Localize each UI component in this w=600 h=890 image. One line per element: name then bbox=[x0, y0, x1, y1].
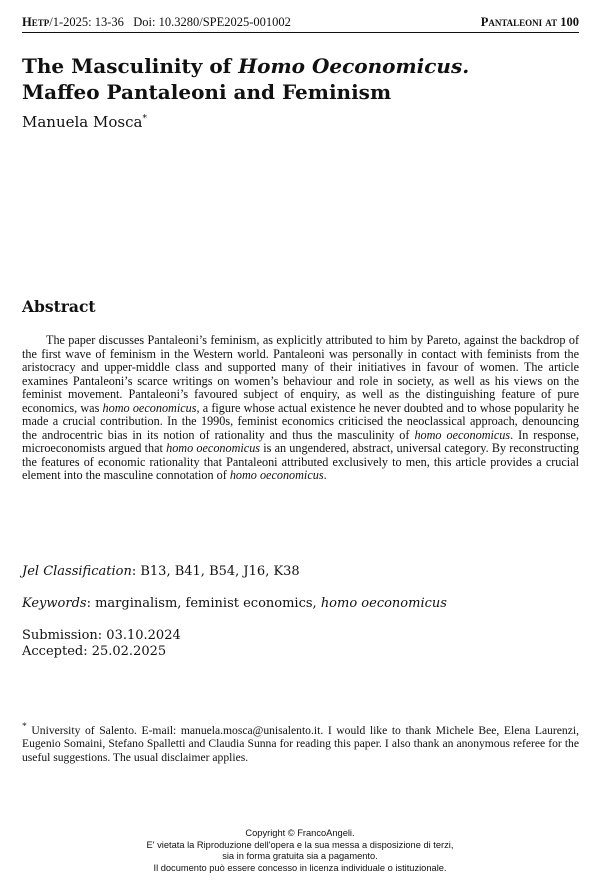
footnote bbox=[22, 720, 579, 764]
accepted-date: Accepted: 25.02.2025 bbox=[22, 644, 167, 659]
copyright-notice bbox=[0, 828, 600, 874]
abstract-heading: Abstract bbox=[22, 297, 96, 316]
abstract-part: The paper discusses Pantaleoni’s feminism, as explicitly attributed to him by Pareto, against the backdrop of the first wave of feminism in the Western world. Pantaleoni was personally in contact with feminists from the aristocracy and upper-middle class and supported many of their initiatives in favour of women. The article examines Pantaleoni’s scarce writings on women’s behaviour and role in society, as well as his views on the feminist movement. Pantaleoni’s favoured subject of enquiry, as well as the distinguishing feature of pure economics, was bbox=[22, 333, 579, 415]
keywords-italic: homo oeconomicus bbox=[320, 596, 447, 611]
title-prefix: The Masculinity of bbox=[22, 54, 239, 78]
abstract-italic: homo oeconomicus bbox=[166, 441, 261, 455]
copyright-line: Copyright © FrancoAngeli. bbox=[245, 828, 355, 838]
doi[interactable]: Doi: 10.3280/SPE2025-001002 bbox=[133, 15, 291, 29]
abstract-text bbox=[22, 334, 579, 483]
paper-title bbox=[22, 53, 582, 105]
title-line-2: Maffeo Pantaleoni and Feminism bbox=[22, 80, 392, 104]
running-header bbox=[22, 14, 579, 33]
jel-label: Jel Classification bbox=[22, 564, 132, 579]
copyright-line: E' vietata la Riproduzione dell'opera e la sua messa a disposizione di terzi, bbox=[146, 839, 454, 850]
abstract-part: . In response, microeconomists argued that bbox=[22, 427, 579, 455]
abstract-italic: homo oeconomicus bbox=[229, 468, 324, 482]
author-footnote-marker[interactable]: * bbox=[142, 114, 147, 124]
keywords-label: Keywords bbox=[22, 596, 87, 611]
jel-value: : B13, B41, B54, J16, K38 bbox=[131, 564, 300, 579]
keywords bbox=[22, 596, 447, 611]
journal-name: Hetp bbox=[22, 15, 50, 29]
title-italic: Homo Oeconomicus. bbox=[238, 54, 470, 78]
submission-date: Submission: 03.10.2024 bbox=[22, 628, 181, 643]
abstract-italic: homo oeconomicus bbox=[102, 400, 197, 415]
abstract-part: , a figure whose actual existence he never doubted and to whose popularity he made a crucial contribution. In the 1990s, feminist economics criticised the neoclassical approach, denouncing the androcentric bias in its notion of rationality and thus the masculinity of bbox=[22, 400, 579, 442]
dates bbox=[22, 628, 181, 660]
footnote-marker: * bbox=[22, 721, 27, 732]
abstract-part: . bbox=[323, 468, 327, 482]
author bbox=[22, 113, 147, 131]
abstract-italic: homo oeconomicus bbox=[414, 427, 511, 442]
abstract-part: is an ungendered, abstract, universal category. By reconstructing the features of economic rationality that Pantaleoni attributed exclusively to men, this article provides a crucial element into the masculine connotation of bbox=[22, 441, 579, 482]
copyright-line: sia in forma gratuita sia a pagamento. bbox=[222, 851, 378, 862]
author-name: Manuela Mosca bbox=[22, 113, 143, 131]
issue-pages: /1-2025: 13-36 bbox=[49, 15, 124, 29]
jel-classification bbox=[22, 564, 300, 579]
running-title: Pantaleoni at 100 bbox=[480, 15, 579, 29]
copyright-line: Il documento può essere concesso in licenza individuale o istituzionale. bbox=[153, 862, 447, 873]
footnote-text: University of Salento. E-mail: manuela.mosca@unisalento.it. I would like to thank Michele Bee, Elena Laurenzi, Eugenio Somaini, Stefano Spalletti and Claudia Sunna for reading this paper. I also thank an anonymous referee for the useful suggestions. The usual disclaimer applies. bbox=[22, 723, 579, 764]
title-line-1 bbox=[22, 53, 582, 79]
keywords-value: : marginalism, feminist economics, bbox=[86, 596, 321, 611]
journal-citation bbox=[22, 15, 291, 30]
